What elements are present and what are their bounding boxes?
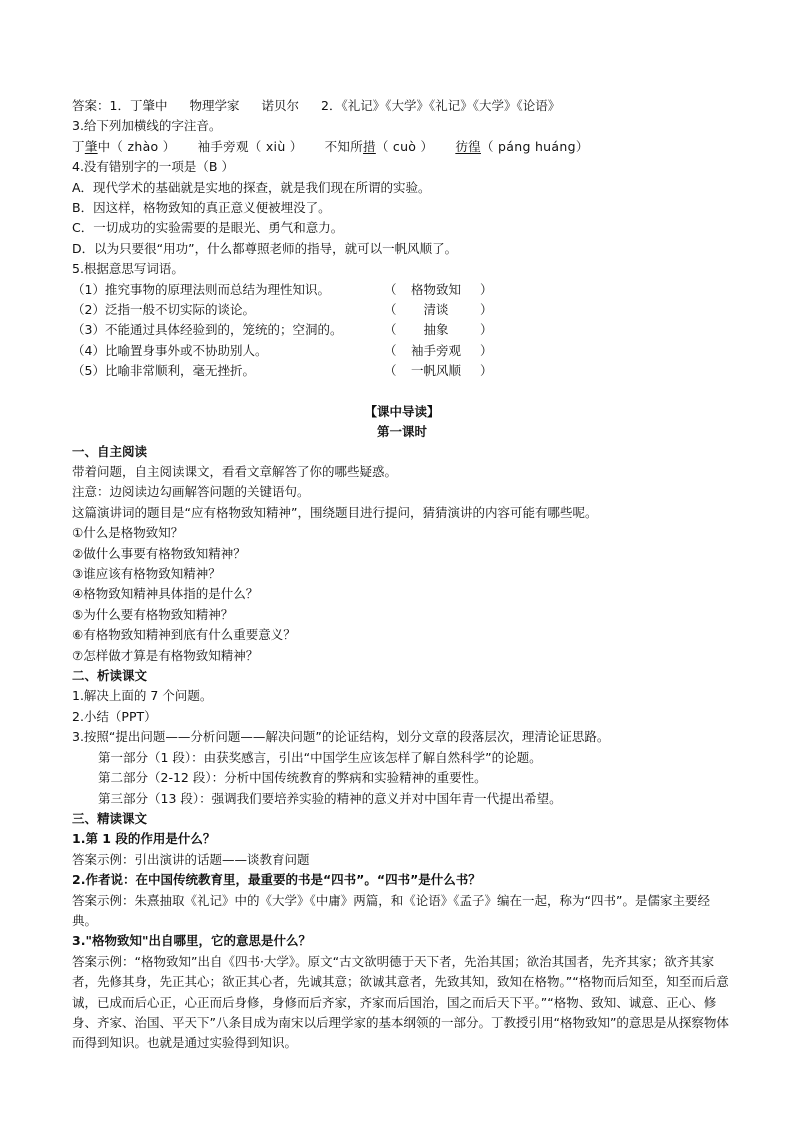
section-1-question: ②做什么事要有格物致知精神？ bbox=[72, 545, 246, 561]
answer-lead: 答案：1．丁肇中 bbox=[72, 98, 168, 113]
section-3-heading: 三、精读课文 bbox=[72, 810, 148, 826]
section-2-line: 3.按照“提出问题——分析问题——解决问题”的论证结构，划分文章的段落层次，理清论证思路。 bbox=[72, 729, 610, 745]
q5-row: （5）比喻非常顺利，毫无挫折。 （ 一帆风顺 ） bbox=[72, 363, 493, 379]
answer-line bbox=[72, 96, 732, 116]
section-2-heading: 二、析读课文 bbox=[72, 668, 148, 684]
q5-row: （3）不能通过具体经验到的，笼统的；空洞的。 （ 抽象 ） bbox=[72, 322, 493, 338]
q5-title: 5.根据意思写词语。 bbox=[72, 261, 184, 277]
guide-title: 【课中导读】 bbox=[364, 403, 440, 419]
section-2-part: 第一部分（1 段）：由获奖感言，引出“中国学生应该怎样了解自然科学”的论题。 bbox=[98, 749, 542, 765]
section-2-line: 1.解决上面的 7 个问题。 bbox=[72, 688, 213, 704]
guide-subtitle: 第一课时 bbox=[376, 423, 427, 439]
section-2-part: 第二部分（2-12 段）：分析中国传统教育的弊病和实验精神的重要性。 bbox=[98, 770, 487, 786]
section-1-question: ④格物致知精神具体指的是什么？ bbox=[72, 586, 259, 602]
q3-title: 3.给下列加横线的字注音。 bbox=[72, 118, 222, 134]
document-page bbox=[72, 96, 732, 1054]
section-3-answer-2: 答案示例：朱熹抽取《礼记》中的《大学》《中庸》两篇，和《论语》《孟子》编在一起，称为“四书”。是儒家主要经典。 bbox=[72, 892, 710, 928]
section-3-question-1: 1.第 1 段的作用是什么？ bbox=[72, 831, 216, 847]
q4-option-b: B．因这样，格物致知的真正意义便被埋没了。 bbox=[72, 200, 331, 216]
q3-items bbox=[72, 137, 732, 157]
section-3-question-3: 3."格物致知"出自哪里，它的意思是什么？ bbox=[72, 933, 311, 949]
answer-word-physicist: 物理学家 bbox=[189, 98, 240, 113]
section-3-answer-3: 答案示例：“格物致知”出自《四书·大学》。原文“古文欲明德于天下者，先治其国；欲治其国者，先齐其家；欲齐其家者，先修其身，先正其心；欲正其心者，先诚其意；欲诚其意者，先致其知，致知在格物。”“格物而后知至，知至而后意诚，已成而后心正，心正而后身修，身修而后齐家，齐家而后国治，国之而后天下平。”“格物、致知、诚意、正心、修身、齐家、治国、平天下”八条目成为南宋以后理学家的基本纲领的一部分。丁教授引用“格物致知”的意思是从探察物体而得到知识。也就是通过实验得到知识。 bbox=[72, 953, 729, 1051]
section-1-question: ⑤为什么要有格物致知精神？ bbox=[72, 606, 234, 622]
section-1-question: ⑥有格物致知精神到底有什么重要意义？ bbox=[72, 627, 296, 643]
section-2-line: 2.小结（PPT） bbox=[72, 708, 157, 724]
q5-row: （1）推究事物的原理法则而总结为理性知识。 （ 格物致知 ） bbox=[72, 281, 493, 297]
q3-item-1: 丁肇中（ zhào ） bbox=[72, 138, 176, 154]
q4-title: 4.没有错别字的一项是（B ） bbox=[72, 159, 234, 175]
q3-item-2: 袖手旁观（ xiù ） bbox=[197, 138, 303, 154]
section-3-answer-1: 答案示例：引出演讲的话题——谈教育问题 bbox=[72, 851, 310, 867]
q4-option-a: A．现代学术的基础就是实地的探查，就是我们现在所谓的实验。 bbox=[72, 179, 431, 195]
answer-rest: 2．《礼记》《大学》《礼记》《大学》《论语》 bbox=[321, 98, 561, 113]
section-1-heading: 一、自主阅读 bbox=[72, 443, 148, 459]
section-1-question: ⑦怎样做才算是有格物致知精神？ bbox=[72, 647, 259, 663]
section-1-line: 这篇演讲词的题目是“应有格物致知精神”，围绕题目进行提问，猜猜演讲的内容可能有哪些呢。 bbox=[72, 504, 598, 520]
q5-row: （2）泛指一般不切实际的谈论。 （ 清谈 ） bbox=[72, 302, 493, 318]
section-1-line: 带着问题，自主阅读课文，看看文章解答了你的哪些疑惑。 bbox=[72, 464, 398, 480]
section-3-question-2: 2.作者说：在中国传统教育里，最重要的书是“四书”。“四书”是什么书？ bbox=[72, 872, 481, 888]
q3-item-4: 彷徨（ páng huáng） bbox=[455, 138, 589, 154]
q5-row: （4）比喻置身事外或不协助别人。 （ 袖手旁观 ） bbox=[72, 342, 493, 358]
section-1-line: 注意：边阅读边勾画解答问题的关键语句。 bbox=[72, 484, 310, 500]
section-1-question: ③谁应该有格物致知精神？ bbox=[72, 566, 221, 582]
q4-option-d: D．以为只要很“用功”，什么都尊照老师的指导，就可以一帆风顺了。 bbox=[72, 240, 458, 256]
q3-item-3: 不知所措（ cuò ） bbox=[324, 138, 434, 154]
section-2-part: 第三部分（13 段）：强调我们要培养实验的精神的意义并对中国年青一代提出希望。 bbox=[98, 790, 562, 806]
q4-option-c: C．一切成功的实验需要的是眼光、勇气和意力。 bbox=[72, 220, 344, 236]
section-1-question: ①什么是格物致知？ bbox=[72, 525, 184, 541]
spacer bbox=[72, 382, 732, 402]
answer-word-nobel: 诺贝尔 bbox=[261, 98, 299, 113]
